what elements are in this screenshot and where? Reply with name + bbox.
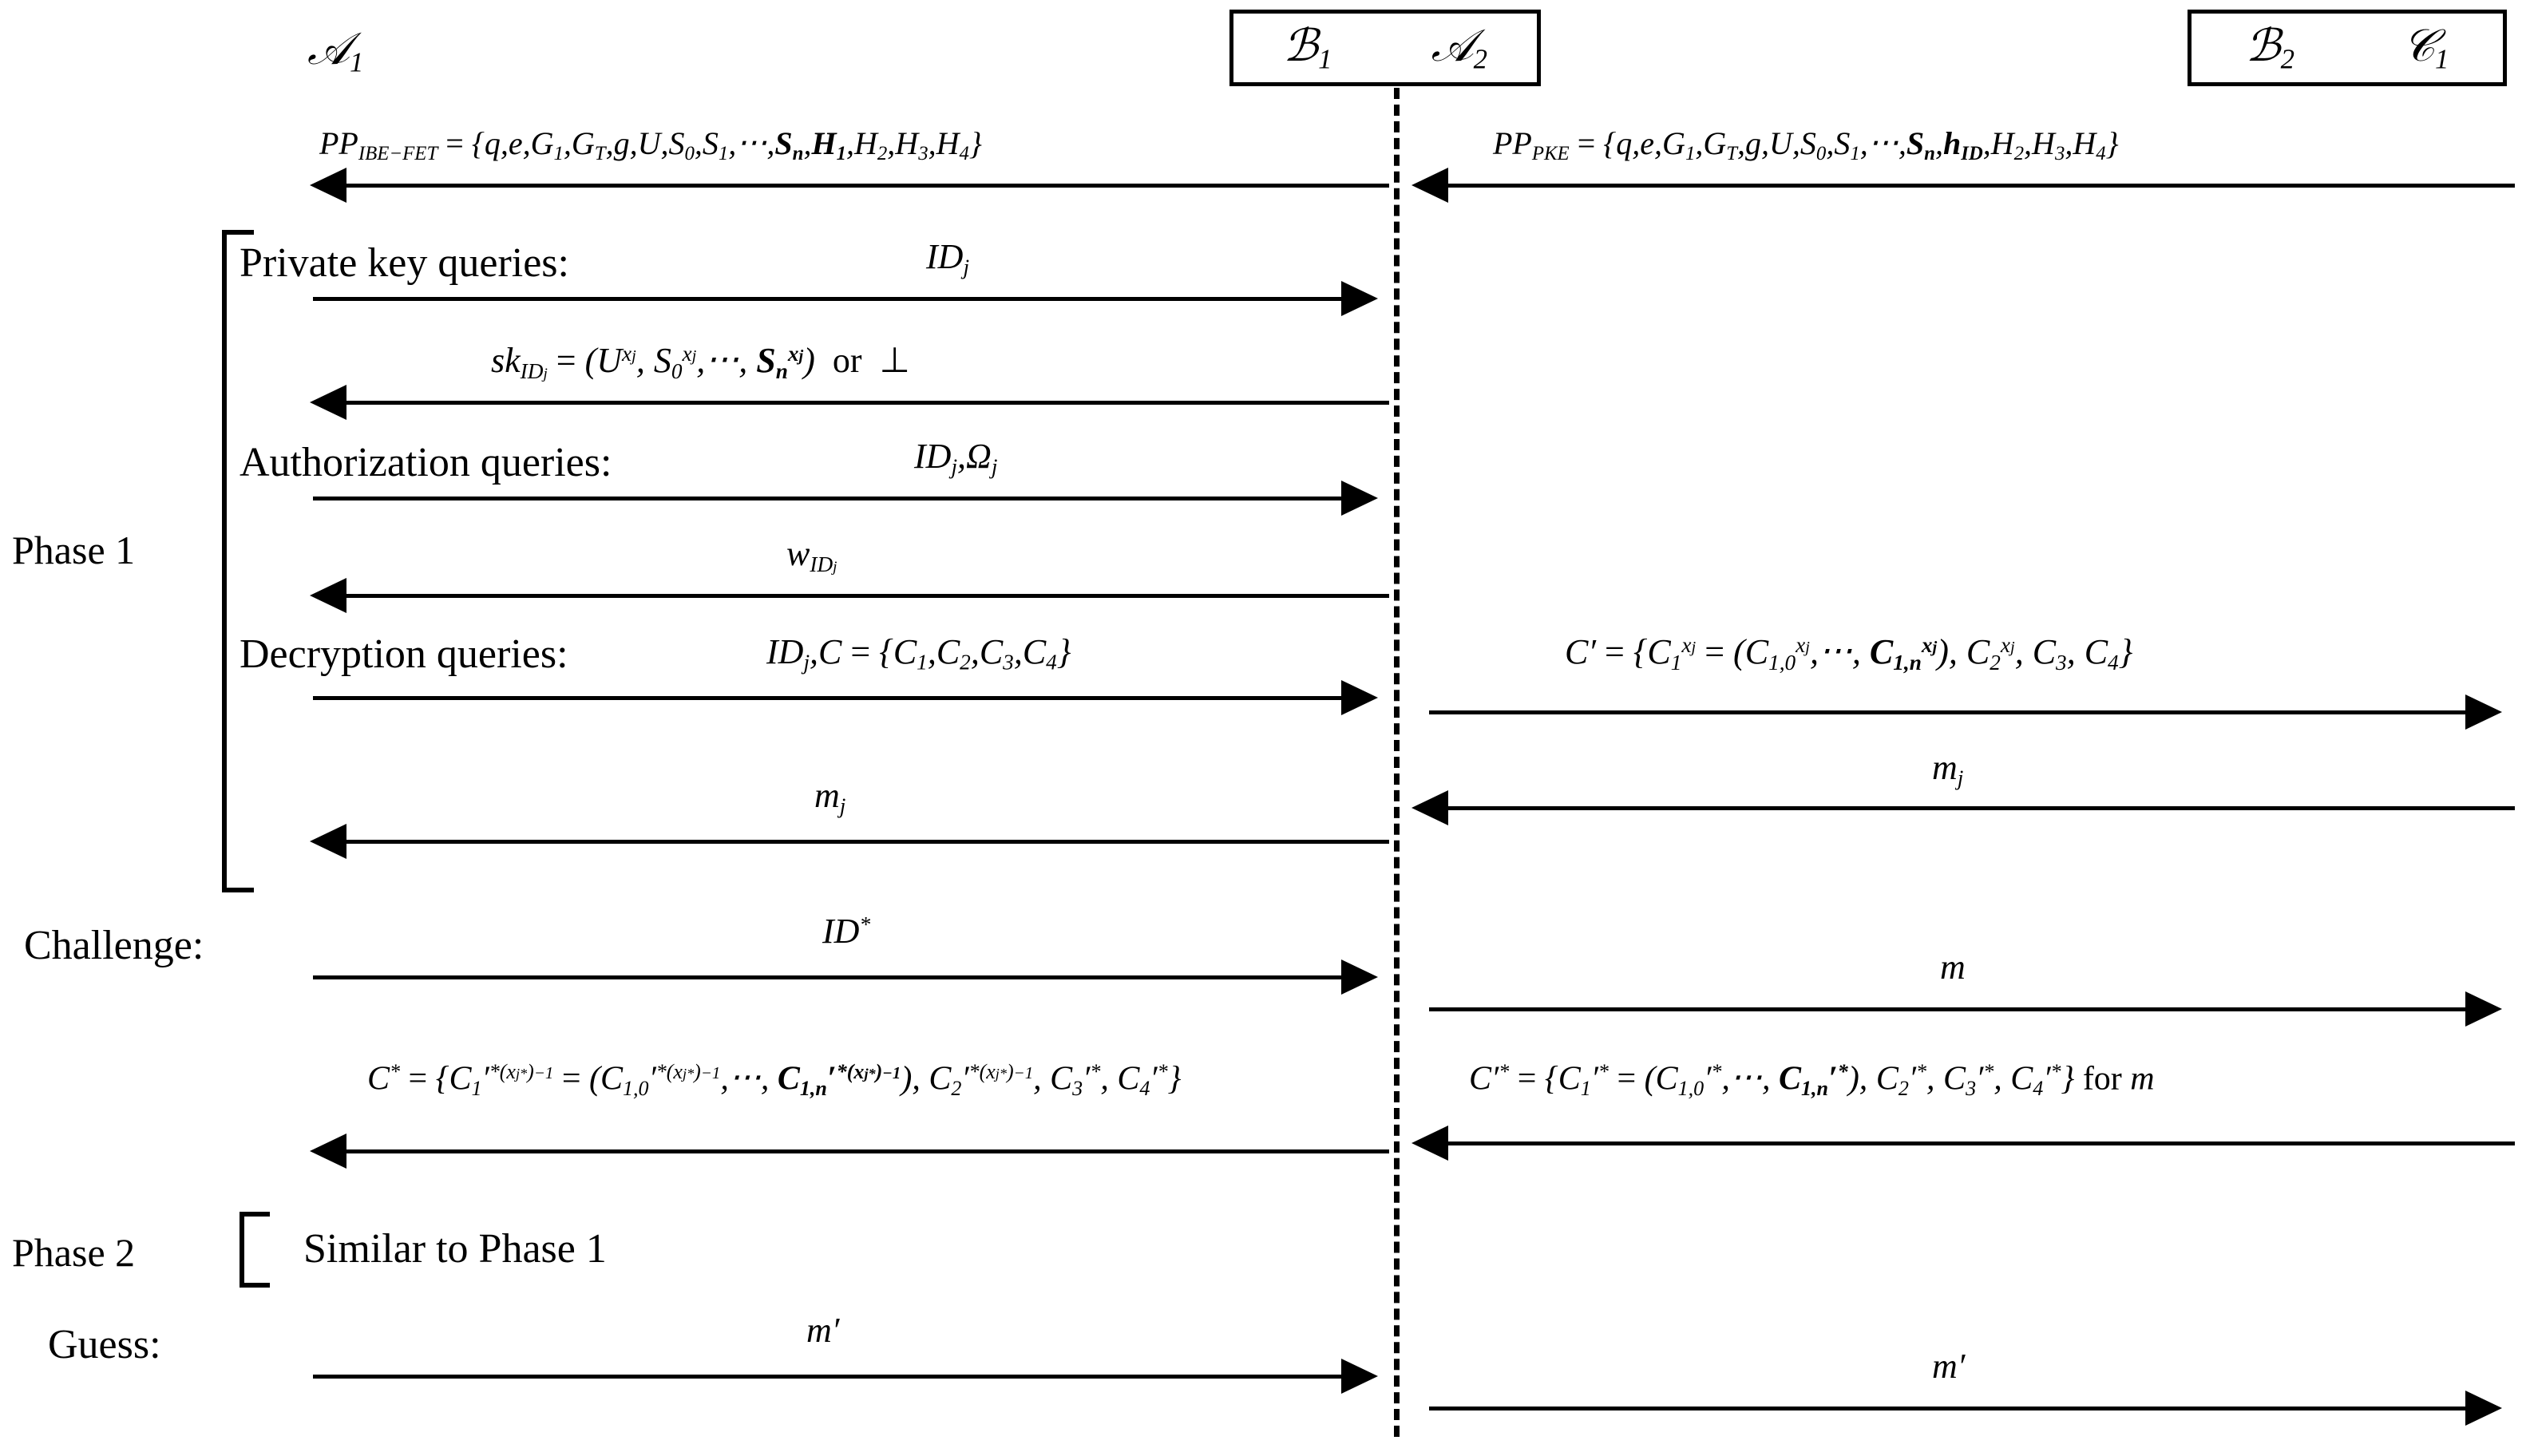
label-private-key-queries: Private key queries: (240, 240, 569, 286)
msg-m-prime-right: m′ (1932, 1347, 1966, 1386)
arrow-head-guess-left (1341, 1359, 1378, 1394)
arrow-c-prime (1429, 710, 2467, 714)
phase1-bracket (222, 230, 254, 892)
arrow-challenge-m (1429, 1007, 2467, 1011)
msg-dec-query: $ID_j,C = \{C_1,C_2,C_3,C_4\}$ (766, 632, 1071, 675)
msg-c-prime-star: $C'^* = \{C_1'^* = (C_{1,0}'^*,\cdot\cdot\cdot$, $C_{1,n}'^*$), $C_2'^*$, $C_3'^*$, $C_4'^*$} for m (1469, 1060, 2155, 1100)
arrow-authorization-query (313, 497, 1343, 500)
arrow-m-j-left (327, 840, 1389, 844)
label-challenge: Challenge: (24, 923, 204, 968)
arrow-head-challenge-m (2465, 991, 2502, 1027)
arrow-head-c-star (310, 1134, 346, 1169)
msg-pp-pke: $PP_{PKE} = \{q,e,G_1,G_T,g,U,S_0,S_1,\cdot\cdot\cdot,S_n,h_{ID},H_2,H_3,H_4\}$ (1493, 125, 2119, 164)
arrow-head-private-key-query (1341, 281, 1378, 316)
arrow-challenge-id-star (313, 975, 1343, 979)
msg-m-j-left: $m_j$ (814, 776, 846, 818)
phase2-similar-text: Similar to Phase 1 (303, 1226, 607, 1272)
msg-id-j-1: $ID_j$ (926, 237, 970, 279)
arrow-head-m-j-left (310, 824, 346, 859)
msg-m-j-right: $m_j$ (1932, 748, 1964, 790)
arrow-head-decryption-query (1341, 680, 1378, 715)
arrow-head-guess-right (2465, 1391, 2502, 1426)
arrow-head-pp-pke (1412, 168, 1448, 203)
msg-sk-id-j: $sk_{IDj} = (U^{xj}$, $S_0^{xj},\cdot\cdot\cdot$, $S_n^{xj}$) or ⊥ (491, 341, 910, 383)
party-box-b1-a2: ℬ$_1$ 𝒜$_2$ (1229, 10, 1541, 86)
label-guess: Guess: (48, 1322, 161, 1367)
msg-id-j-omega-j: $ID_j,\Omega_j$ (914, 437, 998, 479)
arrow-pp-pke (1429, 184, 2515, 188)
arrow-head-challenge-id-star (1341, 959, 1378, 995)
msg-id-star: ID* (822, 912, 871, 952)
arrow-c-star (327, 1149, 1389, 1153)
arrow-head-w-response (310, 578, 346, 613)
arrow-head-authorization-query (1341, 481, 1378, 516)
label-decryption-queries: Decryption queries: (240, 631, 568, 677)
arrow-c-prime-star (1429, 1141, 2515, 1145)
party-separator (1394, 88, 1400, 1437)
msg-w-id-j: $w_{IDj}$ (786, 534, 837, 576)
arrow-pp-ibe-fet (327, 184, 1389, 188)
msg-c-prime: $C' = \{C_1^{xj} = (C_{1,0}^{xj},\cdot\cdot\cdot$, $C_{1,n}^{xj}$), $C_2^{xj}$, $C_3$, $C_4$} (1565, 632, 2133, 675)
arrow-private-key-query (313, 297, 1343, 301)
msg-m: m (1940, 948, 1966, 987)
party-box-b2-c1: ℬ$_2$ 𝒞$_1$ (2188, 10, 2507, 86)
arrow-head-c-prime-star (1412, 1126, 1448, 1161)
phase1-label: Phase 1 (12, 528, 136, 572)
arrow-guess-left (313, 1375, 1343, 1379)
arrow-guess-right (1429, 1407, 2467, 1410)
arrow-sk-response (327, 401, 1389, 405)
arrow-head-m-j-right (1412, 790, 1448, 825)
arrow-head-pp-ibe-fet (310, 168, 346, 203)
msg-pp-ibe-fet: $PP_{IBE-FET} = \{q,e,G_1,G_T,g,U,S_0,S_1,\cdot\cdot\cdot,S_n,H_1,H_2,H_3,H_4\}$ (319, 125, 982, 164)
arrow-head-c-prime (2465, 694, 2502, 730)
msg-m-prime-left: m′ (806, 1311, 840, 1350)
arrow-m-j-right (1429, 806, 2515, 810)
arrow-decryption-query (313, 696, 1343, 700)
arrow-w-response (327, 594, 1389, 598)
label-authorization-queries: Authorization queries: (240, 440, 612, 485)
phase2-bracket (240, 1212, 270, 1288)
phase2-label: Phase 2 (12, 1230, 136, 1275)
msg-c-star: $C^* = \{C_1'^{*(xj*)-1} = (C_{1,0}'^{*(xj*)-1},\cdot\cdot\cdot$, $C_{1,n}'^{*(xj*)-1}$), $C_2'^{*(xj*)-1}$, $C_3'^*$, $C_4'^*$} (367, 1060, 1182, 1100)
party-a1: 𝒜$_1$ (307, 25, 364, 78)
arrow-head-sk-response (310, 385, 346, 420)
